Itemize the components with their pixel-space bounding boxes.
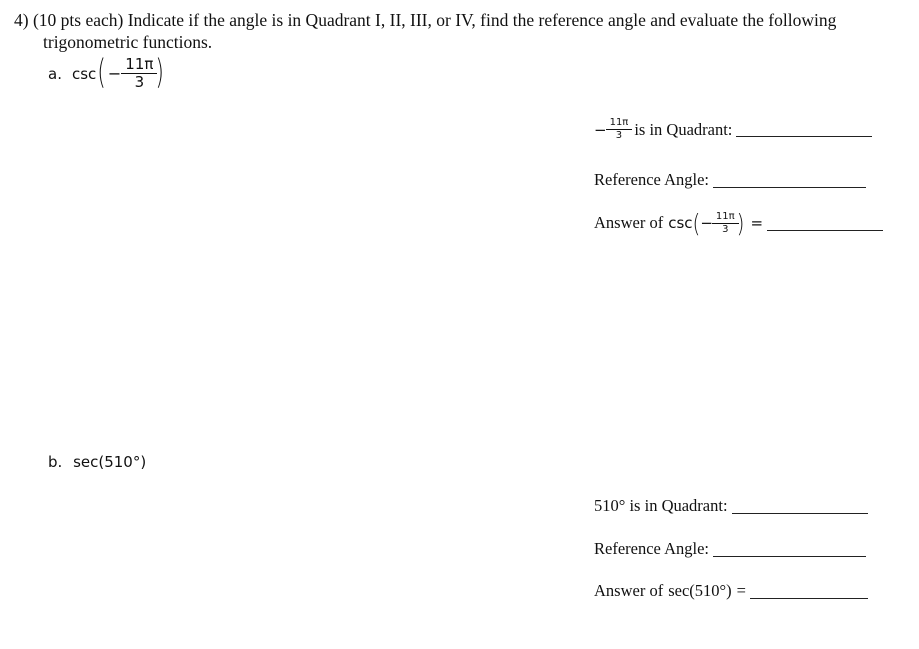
part-a-answer-equals: = [750,214,764,232]
part-a-answer-blank[interactable] [767,216,883,231]
part-b-answer-blank[interactable] [750,584,868,599]
part-a-answer-numerator: 11π [715,210,735,222]
part-a-answer-prefix: Answer of [594,213,664,232]
part-a-quadrant-numerator: 11π [609,117,629,128]
part-b-reference-label: Reference Angle: [594,539,709,558]
part-b-quadrant-text: 510° is in Quadrant: [594,496,728,515]
part-b-quadrant-blank[interactable] [732,499,868,514]
part-b-reference-line [594,539,866,559]
part-b-answer-expression: sec(510°) [668,581,732,600]
part-b-function: sec(510°) [73,453,147,471]
part-a-minus: − [107,64,122,83]
part-a-answer-minus: − [700,214,713,232]
question-text-line1: (10 pts each) Indicate if the angle is in Quadrant I, II, III, or IV, find the reference angle and evaluate the following [32,10,837,30]
part-a-quadrant-text: is in Quadrant: [634,119,733,139]
question-header [14,9,836,53]
part-a-answer-close-paren: ) [736,208,745,238]
part-b-expression [48,453,146,471]
part-a-open-paren: ( [97,54,106,93]
part-a-fraction [123,57,155,90]
part-a-quadrant-fraction [608,118,631,141]
part-a-quadrant-denominator: 3 [606,129,633,141]
part-a-reference-label: Reference Angle: [594,170,709,189]
part-a-denominator: 3 [121,73,157,90]
part-a-expression [48,54,164,93]
part-a-reference-blank[interactable] [713,173,866,188]
part-a-answer-fraction [714,212,737,235]
part-a-quadrant-blank[interactable] [736,122,872,137]
question-number: 4) [14,10,29,30]
part-a-answer-function: csc [668,214,693,232]
part-a-answer-open-paren: ( [692,208,701,238]
part-a-reference-line [594,170,866,190]
question-text-line2: trigonometric functions. [43,32,213,52]
part-b-reference-blank[interactable] [713,542,866,557]
part-a-close-paren: ) [155,54,164,93]
part-a-quadrant-line [594,118,872,141]
part-a-numerator: 11π [125,55,154,73]
part-b-label: b. [48,453,63,471]
part-a-quadrant-minus: − [594,120,607,139]
part-a-answer-denominator: 3 [712,223,739,235]
part-b-quadrant-line [594,496,868,516]
part-b-answer-equals: = [736,581,746,600]
part-a-answer-line [594,208,883,238]
part-b-answer-prefix: Answer of [594,581,664,600]
part-b-answer-line [594,581,868,601]
part-a-label: a. [48,64,62,83]
part-a-function: csc [71,64,97,83]
